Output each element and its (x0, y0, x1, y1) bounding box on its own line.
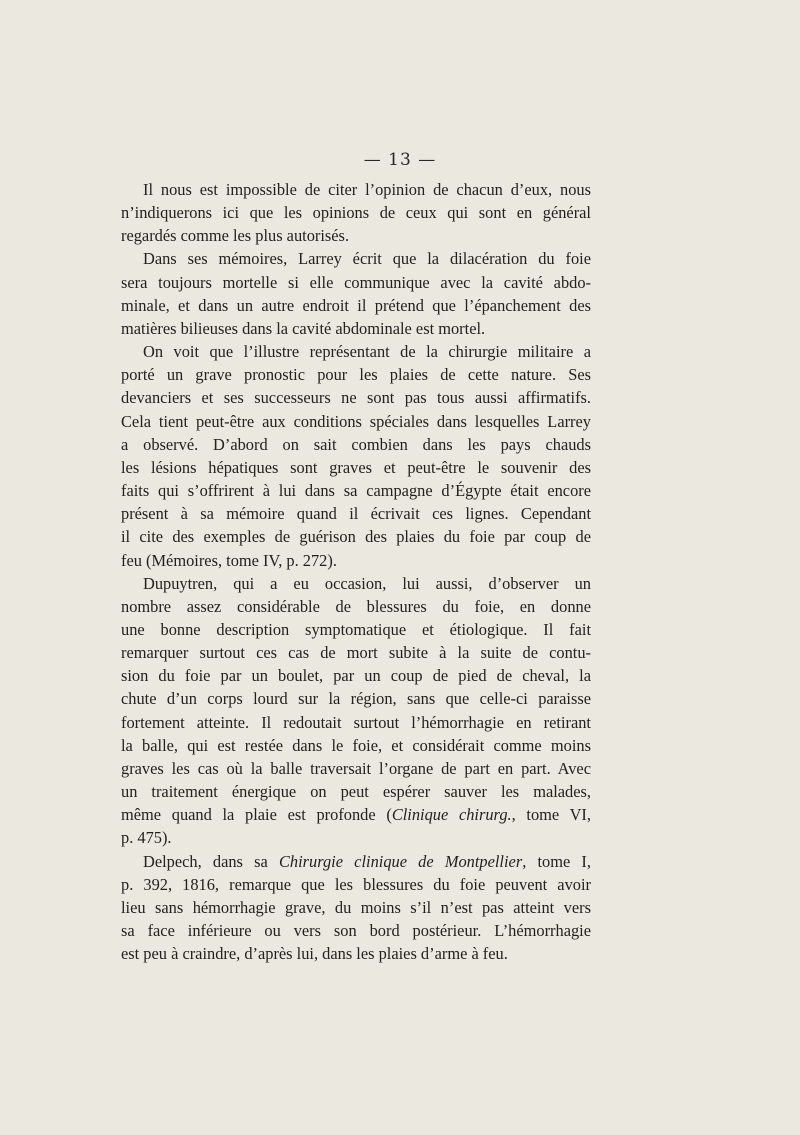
text-line: lieu sans hémorrhagie grave, du moins s’il n’est pas atteint vers (121, 897, 591, 917)
text-line: devanciers et ses successeurs ne sont pas tous aussi affirmatifs. (121, 388, 591, 408)
italic-citation: Chirurgie clinique de Montpellier (278, 851, 523, 871)
text-line-with-citation (121, 803, 591, 826)
text-line: regardés comme les plus autorisés. (121, 226, 350, 246)
text-line: Dans ses mémoires, Larrey écrit que la dilacération du foie (143, 249, 591, 269)
text-line: nombre assez considérable de blessures du foie, en donne (121, 596, 591, 616)
text-fragment: Delpech, dans sa (143, 851, 279, 871)
text-line: fortement atteinte. Il redoutait surtout l’hémorrhagie en retirant (121, 712, 591, 732)
text-line: sa face inférieure ou vers son bord postérieur. L’hémorrhagie (121, 921, 591, 940)
text-line: Il nous est impossible de citer l’opinion de chacun d’eux, nous (143, 180, 591, 199)
text-line: n’indiquerons ici que les opinions de ceux qui sont en général (121, 203, 591, 223)
text-line: chute d’un corps lourd sur la région, sans que celle-ci paraisse (121, 689, 591, 709)
text-line: sera toujours mortelle si elle communique avec la cavité abdo- (121, 272, 591, 292)
text-line: graves les cas où la balle traversait l’organe de part en part. Avec (121, 758, 591, 778)
paragraph (121, 178, 591, 247)
text-line: porté un grave pronostic pour les plaies de cette nature. Ses (121, 365, 591, 385)
text-line: feu (Mémoires, tome IV, p. 272). (121, 550, 337, 570)
text-line: sion du foie par un boulet, par un coup de pied de cheval, la (121, 666, 591, 686)
text-fragment: , tome VI, (511, 805, 591, 825)
paragraph (121, 572, 591, 850)
text-line: p. 392, 1816, remarque que les blessures du foie peuvent avoir (121, 874, 591, 894)
text-line: un traitement énergique on peut espérer sauver les malades, (121, 782, 591, 802)
text-line-with-citation (121, 850, 591, 873)
text-line: minale, et dans un autre endroit il prétend que l’épanchement des (121, 295, 591, 315)
text-line: matières bilieuses dans la cavité abdominale est mortel. (121, 318, 486, 338)
text-line: a observé. D’abord on sait combien dans les pays chauds (121, 434, 591, 454)
text-line: est peu à craindre, d’après lui, dans les plaies d’arme à feu. (121, 944, 508, 964)
text-line: présent à sa mémoire quand il écrivait ces lignes. Cependant (121, 504, 591, 524)
italic-citation: Clinique chirurg. (391, 805, 512, 825)
text-fragment: , tome I, (522, 851, 591, 871)
text-line: les lésions hépatiques sont graves et peut-être le souvenir des (121, 457, 591, 477)
text-line: Dupuytren, qui a eu occasion, lui aussi, d’observer un (143, 573, 591, 593)
text-line: la balle, qui est restée dans le foie, et considérait comme moins (121, 735, 591, 755)
body-text (121, 178, 591, 965)
text-line: remarquer surtout ces cas de mort subite à la suite de contu- (121, 643, 591, 663)
text-fragment: même quand la plaie est profonde ( (121, 805, 392, 825)
text-line: faits qui s’offrirent à lui dans sa campagne d’Égypte était encore (121, 481, 591, 501)
text-line: une bonne description symptomatique et étiologique. Il fait (121, 619, 591, 639)
paragraph (121, 850, 591, 966)
text-line: On voit que l’illustre représentant de la chirurgie militaire a (143, 342, 591, 362)
text-line: p. 475). (121, 828, 172, 848)
paragraph (121, 340, 591, 572)
text-line: il cite des exemples de guérison des plaies du foie par coup de (121, 527, 591, 547)
page-number: — 13 — (363, 150, 437, 170)
text-line: Cela tient peut-être aux conditions spéciales dans lesquelles Larrey (121, 411, 591, 431)
paragraph (121, 247, 591, 340)
